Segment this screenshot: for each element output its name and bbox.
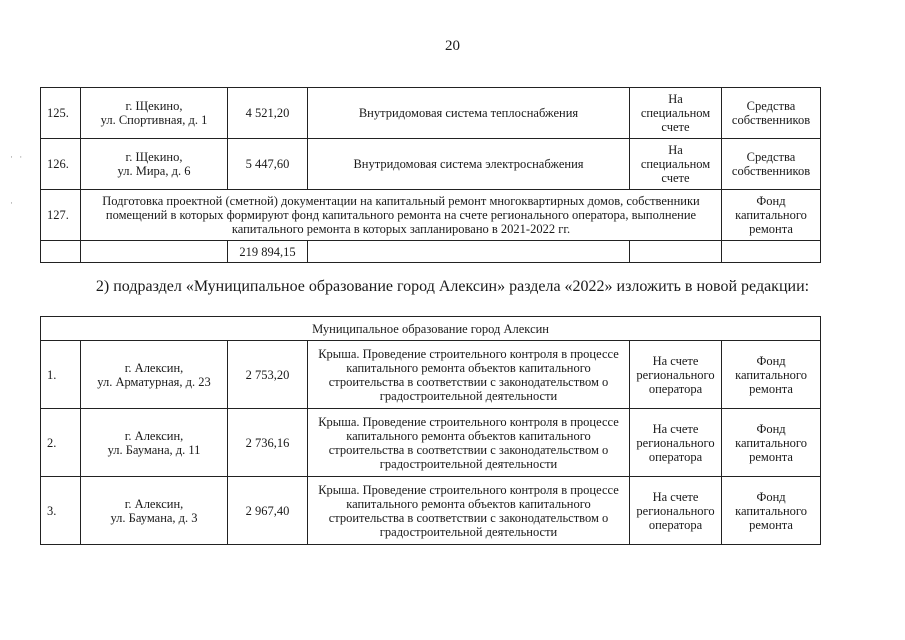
source-line: Средства [746,99,796,113]
work-cell: Крыша. Проведение строительного контроля в процессе капитального ремонта объектов капитального строительства в соответствии с законодательством о градостроительной деятельности [308,341,630,409]
address-cell [81,409,228,477]
source-line: капитального [735,367,807,382]
source-line: Фонд [756,421,786,436]
account-cell [630,477,722,545]
account-cell [630,139,722,190]
account-line: На [668,92,683,106]
work-cell: Внутридомовая система электроснабжения [308,139,630,190]
account-line: специальном [640,106,711,120]
address-cell [81,88,228,139]
empty-cell [41,241,81,263]
source-line: ремонта [749,517,793,532]
address-cell [81,477,228,545]
table-row [41,477,821,545]
table-a [40,87,821,263]
municipality-header: Муниципальное образование город Алексин [41,317,821,341]
work-cell: Внутридомовая система теплоснабжения [308,88,630,139]
source-line: капитального [735,435,807,450]
source-line: ремонта [749,449,793,464]
source-line: ремонта [749,381,793,396]
table-row [41,190,821,241]
scan-mark: · · [10,152,25,162]
account-line: На счете [652,353,699,368]
empty-cell [630,241,722,263]
address-line: ул. Мира, д. 6 [117,164,191,178]
account-cell [630,88,722,139]
account-line: регионального [636,503,715,518]
address-line: г. Алексин, [124,360,184,375]
account-line: регионального [636,367,715,382]
source-line: Фонд [756,489,786,504]
amendment-paragraph: 2) подраздел «Муниципальное образование город Алексин» раздела «2022» изложить в новой редакции: [95,278,810,295]
empty-cell [81,241,228,263]
source-line: собственников [731,164,811,178]
address-line: ул. Баумана, д. 11 [107,442,201,457]
address-cell [81,341,228,409]
scan-mark: · [10,198,15,208]
amount-cell: 4 521,20 [228,88,308,139]
total-amount: 219 894,15 [228,241,308,263]
empty-cell [308,241,630,263]
address-line: г. Щекино, [125,99,183,113]
table-header-row [41,317,821,341]
source-line: собственников [731,113,811,127]
table-b [40,316,821,545]
work-cell: Крыша. Проведение строительного контроля в процессе капитального ремонта объектов капитального строительства в соответствии с законодательством о градостроительной деятельности [308,477,630,545]
source-cell [722,190,821,241]
address-cell [81,139,228,190]
source-cell [722,88,821,139]
total-row [41,241,821,263]
row-number: 2. [41,409,81,477]
account-line: счете [661,171,690,185]
row-number: 125. [41,88,81,139]
table-row [41,139,821,190]
work-cell: Крыша. Проведение строительного контроля в процессе капитального ремонта объектов капитального строительства в соответствии с законодательством о градостроительной деятельности [308,409,630,477]
amount-cell: 2 736,16 [228,409,308,477]
address-line: ул. Баумана, д. 3 [110,510,198,525]
source-line: ремонта [749,222,793,236]
source-line: капитального [735,208,807,222]
source-cell [722,409,821,477]
account-line: регионального [636,435,715,450]
source-line: Средства [746,150,796,164]
empty-cell [722,241,821,263]
account-line: На счете [652,421,699,436]
row-number: 1. [41,341,81,409]
account-line: На счете [652,489,699,504]
source-line: Фонд [756,353,786,368]
amount-cell: 2 967,40 [228,477,308,545]
amount-cell: 2 753,20 [228,341,308,409]
address-line: г. Алексин, [124,496,184,511]
page-number: 20 [445,38,460,54]
account-line: На [668,143,683,157]
account-line: оператора [648,381,703,396]
account-cell [630,341,722,409]
source-cell [722,341,821,409]
amount-cell: 5 447,60 [228,139,308,190]
account-line: оператора [648,517,703,532]
account-line: специальном [640,157,711,171]
address-line: г. Щекино, [125,150,183,164]
table-row [41,341,821,409]
source-cell [722,477,821,545]
address-line: ул. Спортивная, д. 1 [100,113,208,127]
source-line: капитального [735,503,807,518]
account-line: счете [661,120,690,134]
table-row [41,409,821,477]
source-cell [722,139,821,190]
project-text-cell: Подготовка проектной (сметной) документации на капитальный ремонт многоквартирных домов, собственники помещений в которых формируют фонд капитального ремонта на счете регионального оператора, выполнение капитального ремонта в которых запланировано в 2021-2022 гг. [81,190,722,241]
source-line: Фонд [756,194,786,208]
account-line: оператора [648,449,703,464]
account-cell [630,409,722,477]
row-number: 127. [41,190,81,241]
row-number: 3. [41,477,81,545]
table-row [41,88,821,139]
address-line: ул. Арматурная, д. 23 [97,374,211,389]
address-line: г. Алексин, [124,428,184,443]
row-number: 126. [41,139,81,190]
